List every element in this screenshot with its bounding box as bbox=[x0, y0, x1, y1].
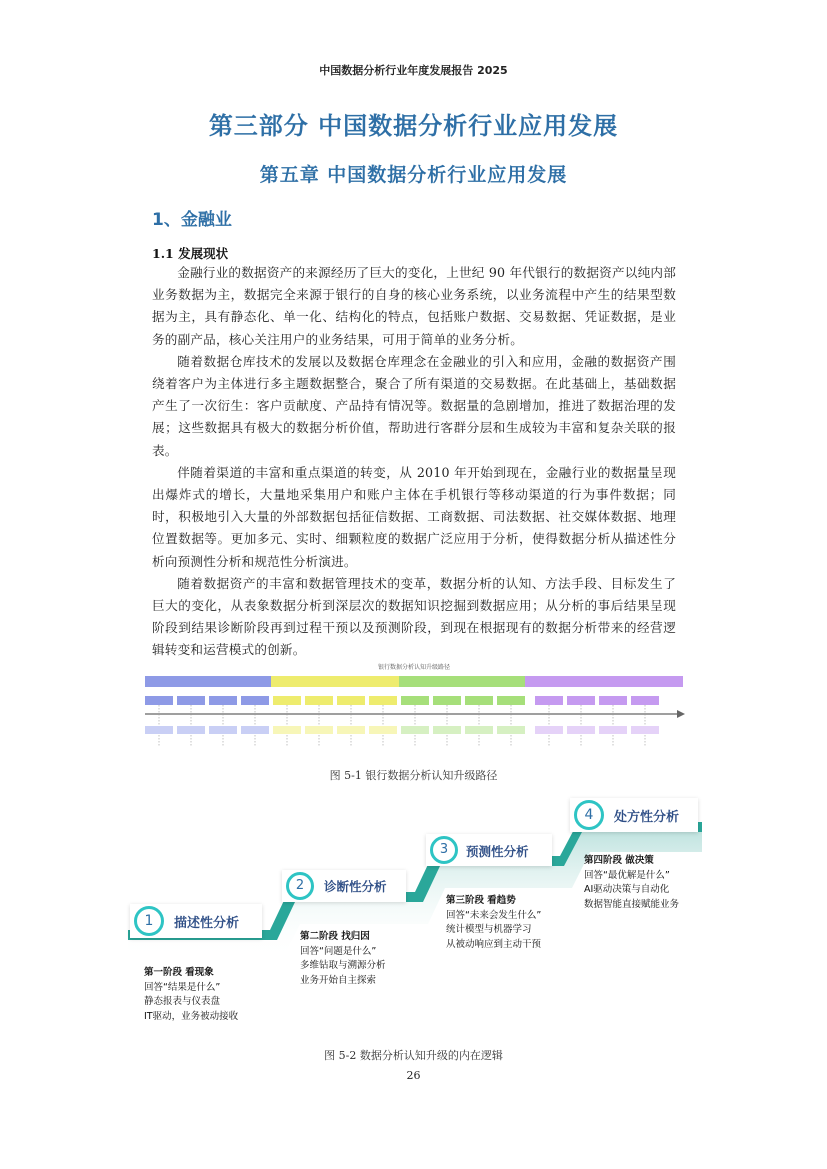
step-4-description bbox=[584, 854, 679, 912]
chapter-title: 第五章 中国数据分析行业应用发展 bbox=[259, 164, 568, 186]
figure2-caption: 图 5-2 数据分析认知升级的内在逻辑 bbox=[324, 1049, 503, 1062]
step-2-line: 回答“问题是什么” bbox=[300, 945, 377, 957]
step-3-line: 回答“未来会发生什么” bbox=[446, 909, 542, 921]
step-3-line: 从被动响应到主动干预 bbox=[446, 938, 542, 950]
subsection-title: 1.1 发展现状 bbox=[152, 246, 229, 261]
step-1-line: IT驱动，业务被动接收 bbox=[144, 1010, 239, 1022]
step-2-label: 诊断性分析 bbox=[324, 879, 387, 894]
roadmap-phase-bands bbox=[145, 676, 683, 687]
phase-band-2 bbox=[271, 676, 399, 687]
phase-band-3 bbox=[399, 676, 525, 687]
paragraph: 金融行业的数据资产的来源经历了巨大的变化，上世纪 90 年代银行的数据资产以纯内部业务数据为主，数据完全来源于银行的自身的核心业务系统，以业务流程中产生的结果型数据为主，具有静态化、单一化、结构化的特点，包括账户数据、交易数据、凭证数据，是业务的副产品，核心关注用户的业务结果，可用于简单的业务分析。 bbox=[152, 265, 676, 347]
step-2-line: 业务开始自主探索 bbox=[300, 974, 377, 986]
step-4-line: AI驱动决策与自动化 bbox=[584, 884, 670, 895]
page-number: 26 bbox=[406, 1069, 421, 1082]
roadmap-bottom-boxes bbox=[145, 726, 659, 734]
step-4-number: 4 bbox=[584, 807, 594, 823]
step-1-line: 静态报表与仪表盘 bbox=[144, 996, 221, 1007]
figure-roadmap-title: 银行数据分析认知升级路径 bbox=[377, 664, 451, 671]
figure1-caption: 图 5-1 银行数据分析认知升级路径 bbox=[329, 769, 498, 782]
step-1-number: 1 bbox=[144, 913, 154, 929]
phase-band-1 bbox=[145, 676, 271, 687]
roadmap-axis-arrow bbox=[677, 710, 685, 718]
step-4-stage: 第四阶段 做决策 bbox=[584, 855, 654, 866]
part-title: 第三部分 中国数据分析行业应用发展 bbox=[208, 112, 619, 140]
phase-band-4 bbox=[525, 676, 683, 687]
step-3-number-circle bbox=[430, 836, 458, 864]
step-2-number: 2 bbox=[295, 878, 305, 893]
step-4-line: 数据智能直接赋能业务 bbox=[584, 898, 680, 910]
step-1-number-circle bbox=[134, 906, 164, 936]
body-text bbox=[152, 262, 676, 662]
paragraph: 随着数据资产的丰富和数据管理技术的变革，数据分析的认知、方法手段、目标发生了巨大的变化，从表象数据分析到深层次的数据知识挖掘到数据应用；从分析的事后结果呈现阶段到结果诊断阶段再到过程干预以及预测阶段，到现在根据现有的数据分析带来的经营逻辑转变和运营模式的创新。 bbox=[152, 575, 676, 658]
paragraph: 随着数据仓库技术的发展以及数据仓库理念在金融业的引入和应用，金融的数据资产围绕着客户为主体进行多主题数据整合，聚合了所有渠道的交易数据。在此基础上，基础数据产生了一次衍生：客户贡献度、产品持有情况等。数据量的急剧增加，推进了数据治理的发展；这些数据具有极大的数据分析价值，帮助进行客群分层和生成较为丰富和复杂关联的报表。 bbox=[152, 353, 676, 458]
roadmap-stage-boxes bbox=[145, 696, 659, 705]
figure-roadmap bbox=[143, 660, 685, 746]
page-header: 中国数据分析行业年度发展报告 2025 bbox=[319, 64, 508, 77]
step-4-line: 回答“最优解是什么” bbox=[584, 869, 670, 881]
step-3-stage: 第三阶段 看趋势 bbox=[446, 895, 516, 906]
paragraph: 伴随着渠道的丰富和重点渠道的转变，从 2010 年开始到现在，金融行业的数据量呈现出爆炸式的增长，大量地采集用户和账户主体在手机银行等移动渠道的行为事件数据；同时，积极地引入大量的外部数据包括征信数据、工商数据、司法数据、社交媒体数据、地理位置数据等。更加多元、实时、细颗粒度的数据广泛应用于分析，使得数据分析从描述性分析向预测性分析和规范性分析演进。 bbox=[152, 464, 676, 569]
roadmap-ticks bbox=[159, 705, 645, 746]
step-3-label: 预测性分析 bbox=[466, 844, 529, 859]
step-1-stage: 第一阶段 看现象 bbox=[144, 967, 214, 978]
step-2-description bbox=[300, 930, 386, 988]
step-2-stage: 第二阶段 找归因 bbox=[300, 931, 370, 942]
step-1-description bbox=[144, 966, 238, 1024]
step-2-number-circle bbox=[286, 872, 314, 900]
step-4-number-circle bbox=[574, 800, 604, 830]
step-3-number: 3 bbox=[439, 842, 449, 857]
step-2-line: 多维钻取与溯源分析 bbox=[300, 960, 386, 971]
step-4-label: 处方性分析 bbox=[614, 810, 680, 825]
figure-staircase bbox=[120, 792, 720, 1038]
step-1-line: 回答“结果是什么” bbox=[144, 981, 221, 993]
step-1-label: 描述性分析 bbox=[174, 916, 240, 931]
section-title: 1、金融业 bbox=[152, 210, 232, 230]
step-3-description bbox=[446, 894, 541, 952]
step-3-line: 统计模型与机器学习 bbox=[446, 924, 532, 935]
